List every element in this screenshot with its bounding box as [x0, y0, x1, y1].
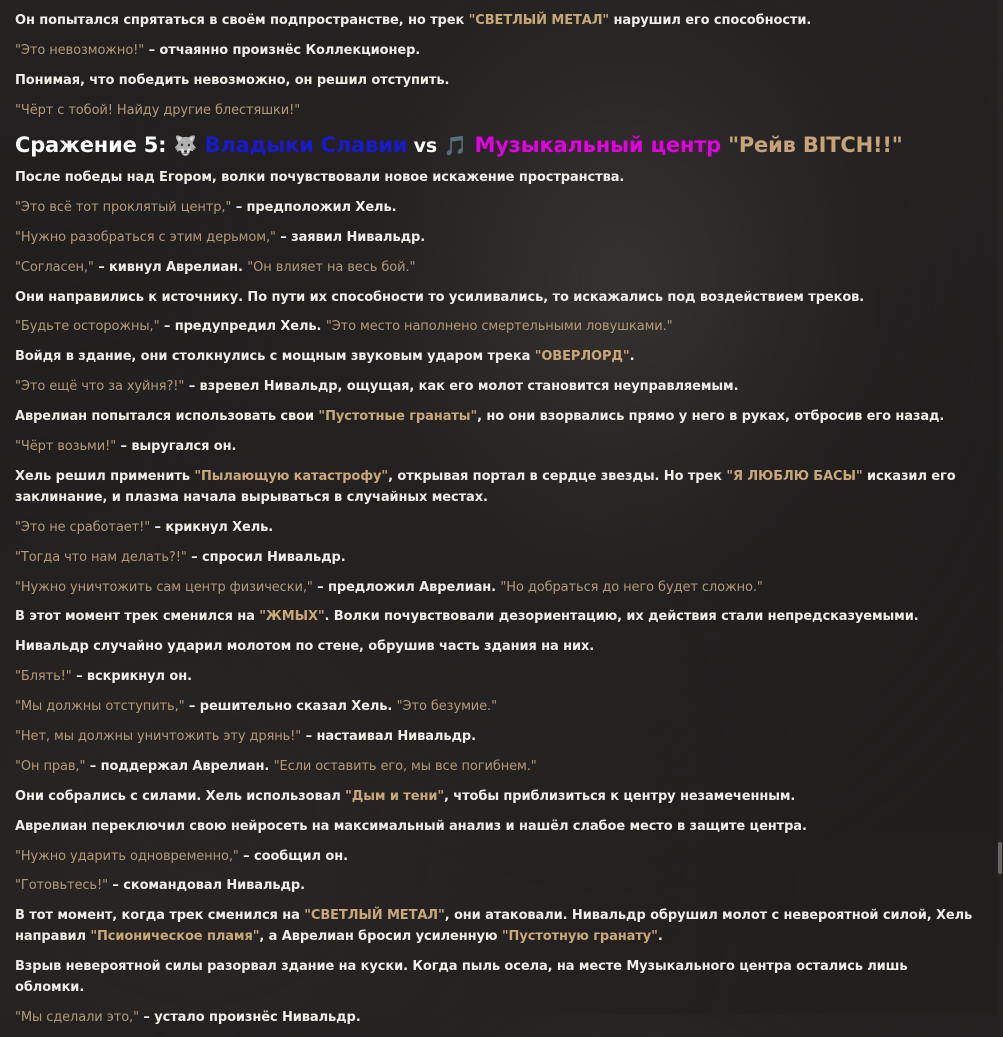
narration-text: – настаивал Нивальдр. — [301, 729, 476, 745]
highlighted-term: "Я ЛЮБЛЮ БАСЫ" — [726, 468, 863, 484]
story-paragraph — [15, 786, 980, 807]
highlighted-term: "ЖМЫХ" — [259, 609, 325, 625]
story-paragraph — [15, 666, 980, 687]
narration-text: Взрыв невероятной силы разорвал здание на куски. Когда пыль осела, на месте Музыкального центра остались лишь обломки. — [15, 959, 908, 996]
dialogue-quote: "Будьте осторожны," — [15, 319, 160, 335]
highlighted-term: "ОВЕРЛОРД" — [534, 349, 630, 365]
highlighted-term: "Дым и тени" — [345, 788, 445, 804]
narration-text: – крикнул Хель. — [150, 519, 274, 535]
story-paragraph — [15, 100, 980, 121]
narration-text: Нивальдр случайно ударил молотом по стене, обрушив часть здания на них. — [15, 639, 595, 655]
team1-name: Владыки Славии — [204, 133, 408, 157]
dialogue-quote: "Это всё тот проклятый центр," — [15, 199, 232, 215]
narration-text: – отчаянно произнёс Коллекционер. — [144, 43, 421, 58]
highlighted-term: "Пылающую катастрофу" — [194, 468, 389, 484]
story-paragraph — [15, 316, 980, 337]
narration-text: Они собрались с силами. Хель использовал — [15, 788, 346, 804]
narration-text: . — [657, 929, 663, 945]
story-paragraph — [15, 257, 980, 278]
battle-paragraphs — [15, 167, 980, 1028]
narration-text: , но они взорвались прямо у него в руках, отбросив его назад. — [477, 409, 945, 425]
narration-text: После победы над Егором, волки почувствовали новое искажение пространства. — [15, 170, 625, 185]
highlighted-term: "СВЕТЛЫЙ МЕТАЛ" — [468, 13, 610, 28]
narration-text: . Волки почувствовали дезориентацию, их действия стали непредсказуемыми. — [324, 609, 919, 625]
dialogue-quote: "Мы должны отступить," — [15, 699, 185, 715]
dialogue-quote: "Нужно разобраться с этим дерьмом," — [15, 229, 276, 245]
story-paragraph — [15, 70, 980, 91]
narration-text: . — [629, 349, 635, 365]
narration-text: – вскрикнул он. — [71, 669, 192, 685]
story-paragraph — [15, 547, 980, 568]
scrollbar[interactable] — [997, 0, 1003, 1015]
dialogue-quote: "Это место наполнено смертельными ловушками." — [325, 319, 673, 335]
story-paragraph — [15, 636, 980, 657]
dialogue-quote: "Нужно ударить одновременно," — [15, 848, 239, 864]
story-paragraph — [15, 466, 980, 508]
story-paragraph — [15, 40, 980, 61]
story-paragraph — [15, 875, 980, 896]
wolf-icon: 🐺 — [173, 135, 198, 157]
narration-text: Он попытался спрятаться в своём подпространстве, но трек — [15, 13, 469, 28]
narration-text: – устало произнёс Нивальдр. — [138, 1010, 361, 1026]
story-paragraph — [15, 756, 980, 777]
narration-text: нарушил его способности. — [609, 13, 812, 28]
narration-text: – предупредил Хель. — [159, 319, 326, 335]
team2-quote: "Рейв BITCH!!" — [721, 133, 903, 157]
story-paragraph — [15, 287, 980, 308]
narration-text: – выругался он. — [116, 439, 237, 455]
highlighted-term: "Пустотные гранаты" — [318, 409, 478, 425]
story-paragraph — [15, 577, 980, 598]
story-paragraph — [15, 197, 980, 218]
narration-text: – кивнул Аврелиан. — [93, 259, 248, 275]
dialogue-quote: "Он влияет на весь бой." — [247, 259, 416, 275]
dialogue-quote: "Нет, мы должны уничтожить эту дрянь!" — [15, 729, 302, 745]
narration-text: , чтобы приблизиться к центру незамеченным. — [444, 788, 796, 804]
narration-text: Хель решил применить — [15, 468, 195, 484]
team2-name: Музыкальный центр — [474, 133, 722, 157]
dialogue-quote: "Это ещё что за хуйня?!" — [15, 379, 185, 395]
narration-text: , они атаковали. Нивальдр обрушил молот с невероятной силой, Хель направил — [15, 908, 973, 945]
story-paragraph — [15, 376, 980, 397]
story-paragraph — [15, 436, 980, 457]
narration-text: , открывая портал в сердце звезды. Но трек — [388, 468, 727, 484]
narration-text: , а Аврелиан бросил усиленную — [259, 929, 502, 945]
narration-text: Войдя в здание, они столкнулись с мощным звуковым ударом трека — [15, 349, 535, 365]
dialogue-quote: "Но добраться до него будет сложно." — [500, 579, 763, 595]
highlighted-term: "СВЕТЛЫЙ МЕТАЛ" — [304, 908, 445, 924]
dialogue-quote: "Готовьтесь!" — [15, 878, 108, 894]
dialogue-quote: "Чёрт с тобой! Найду другие блестяшки!" — [15, 103, 301, 118]
dialogue-quote: "Если оставить его, мы все погибнем." — [273, 758, 537, 774]
story-paragraph — [15, 10, 980, 31]
highlighted-term: "Пустотную гранату" — [501, 929, 658, 945]
vs-label: vs — [407, 135, 444, 157]
narration-text: Они направились к источнику. По пути их способности то усиливались, то искажались под воздействием треков. — [15, 289, 865, 305]
narration-text: – спросил Нивальдр. — [186, 549, 346, 565]
narration-text: Аврелиан переключил свою нейросеть на максимальный анализ и нашёл слабое место в защите центра. — [15, 818, 807, 834]
story-paragraph — [15, 956, 980, 998]
dialogue-quote: "Блять!" — [15, 669, 72, 685]
story-paragraph — [15, 726, 980, 747]
dialogue-quote: "Тогда что нам делать?!" — [15, 549, 187, 565]
dialogue-quote: "Это не сработает!" — [15, 519, 151, 535]
music-note-icon: 🎵 — [443, 135, 468, 157]
highlighted-term: "Псионическое пламя" — [90, 929, 260, 945]
story-paragraph — [15, 696, 980, 717]
narration-text: – поддержал Аврелиан. — [85, 758, 274, 774]
story-paragraph — [15, 167, 980, 188]
message-content — [15, 0, 980, 1037]
dialogue-quote: "Нужно уничтожить сам центр физически," — [15, 579, 313, 595]
narration-text: В тот момент, когда трек сменился на — [15, 908, 305, 924]
story-paragraph — [15, 346, 980, 367]
story-paragraph — [15, 606, 980, 627]
narration-text: – заявил Нивальдр. — [275, 229, 426, 245]
dialogue-quote: "Чёрт возьми!" — [15, 439, 117, 455]
narration-text: – решительно сказал Хель. — [184, 699, 397, 715]
story-paragraph — [15, 1007, 980, 1028]
battle-heading — [15, 130, 980, 161]
story-paragraph — [15, 905, 980, 947]
narration-text: – взревел Нивальдр, ощущая, как его молот становится неуправляемым. — [184, 379, 739, 395]
scrollbar-thumb[interactable] — [998, 842, 1002, 874]
narration-text: исказил его заклинание, и плазма начала вырываться в случайных местах. — [15, 468, 956, 505]
narration-text: – скомандовал Нивальдр. — [107, 878, 305, 894]
story-paragraph — [15, 846, 980, 867]
intro-paragraphs — [15, 0, 980, 121]
story-paragraph — [15, 517, 980, 538]
narration-text: – предложил Аврелиан. — [312, 579, 501, 595]
narration-text: Аврелиан попытался использовать свои — [15, 409, 319, 425]
dialogue-quote: "Согласен," — [15, 259, 94, 275]
dialogue-quote: "Он прав," — [15, 758, 86, 774]
narration-text: В этот момент трек сменился на — [15, 609, 260, 625]
narration-text: – сообщил он. — [238, 848, 348, 864]
story-paragraph — [15, 227, 980, 248]
dialogue-quote: "Мы сделали это," — [15, 1010, 139, 1026]
dialogue-quote: "Это безумие." — [396, 699, 497, 715]
narration-text: – предположил Хель. — [231, 199, 397, 215]
story-paragraph — [15, 816, 980, 837]
dialogue-quote: "Это невозможно!" — [15, 43, 145, 58]
heading-prefix: Сражение 5: — [15, 133, 174, 157]
story-paragraph — [15, 406, 980, 427]
narration-text: Понимая, что победить невозможно, он решил отступить. — [15, 73, 450, 88]
